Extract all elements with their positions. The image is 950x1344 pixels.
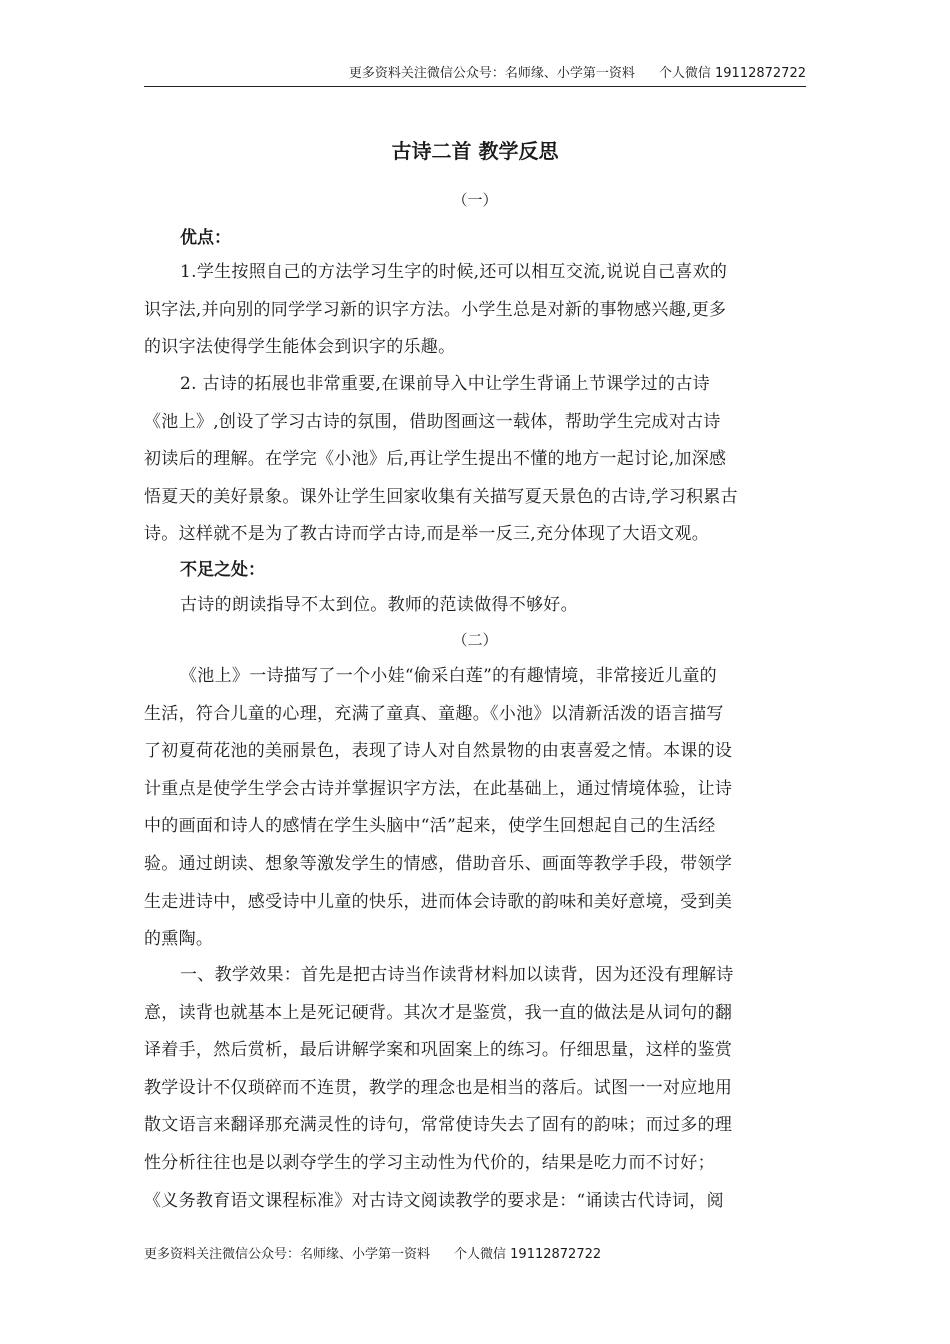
weakness-text: 古诗的朗读指导不太到位。教师的范读做得不够好。 xyxy=(180,595,578,615)
section-2-paragraph-2: 一、教学效果：首先是把古诗当作读背材料加以读背，因为还没有理解诗 意，读背也就基本上是死记硬背。其次才是鉴赏，我一直的做法是从词句的翻 译着手，然后赏析，最后讲解学案和巩固案上的练习。仔细思量，这样的鉴赏 教学设计不仅琐碎而不连贯，教学的理念也是相当的落后。试图一一对应地用 散文语言来翻译那充满灵性的诗句，常常使诗失去了固有的韵味；而过多的理 性分析往往也是以剥夺学生的学习主动性为代价的，结果是吃力而不讨好； 《义务教育语文课程标准》对古诗文阅读教学的要求是：“诵读古代诗词，阅 xyxy=(144,965,734,1211)
section-1-label: （一） xyxy=(452,191,498,209)
weakness-heading: 不足之处： xyxy=(180,560,265,580)
strengths-heading: 优点： xyxy=(180,228,231,248)
footer-promo-text: 更多资料关注微信公众号：名师缘、小学第一资料 xyxy=(144,1247,431,1262)
strength-item-2: 2. 古诗的拓展也非常重要,在课前导入中让学生背诵上节课学过的古诗 《池上》,创设了学习古诗的氛围，借助图画这一载体，帮助学生完成对古诗 初读后的理解。在学完《小池》后,再让学生提出不懂的地方一起讨论,加深感 悟夏天的美好景象。课外让学生回家收集有关描写夏天景色的古诗,学习积累古 诗。这样就不是为了教古诗而学古诗,而是举一反三,充分体现了大语文观。 xyxy=(144,374,738,545)
section-2-label: （二） xyxy=(452,631,498,649)
section-2-paragraph-1: 《池上》一诗描写了一个小娃“偷采白莲”的有趣情境，非常接近儿童的 生活，符合儿童的心理，充满了童真、童趣。《小池》以清新活泼的语言描写 了初夏荷花池的美丽景色，表现了诗人对自然景物的由衷喜爱之情。本课的设 计重点是使学生学会古诗并掌握识字方法，在此基础上，通过情境体验，让诗 中的画面和诗人的感情在学生头脑中“活”起来，使学生回想起自己的生活经 验。通过朗读、想象等激发学生的情感，借助音乐、画面等教学手段，带领学 生走进诗中，感受诗中儿童的快乐，进而体会诗歌的韵味和美好意境，受到美 的熏陶。 xyxy=(144,666,733,950)
document-title: 古诗二首 教学反思 xyxy=(391,139,559,163)
strength-item-1: 1.学生按照自己的方法学习生字的时候,还可以相互交流,说说自己喜欢的 识字法,并向别的同学学习新的识字方法。小学生总是对新的事物感兴趣,更多 的识字法使得学生能体会到识字的乐趣。 xyxy=(144,262,728,358)
page-footer xyxy=(144,1245,601,1265)
header-promo-text: 更多资料关注微信公众号：名师缘、小学第一资料 xyxy=(348,66,635,81)
footer-wechat-text: 个人微信 19112872722 xyxy=(454,1247,602,1262)
page-header xyxy=(144,62,806,87)
header-wechat-text: 个人微信 19112872722 xyxy=(658,66,806,81)
